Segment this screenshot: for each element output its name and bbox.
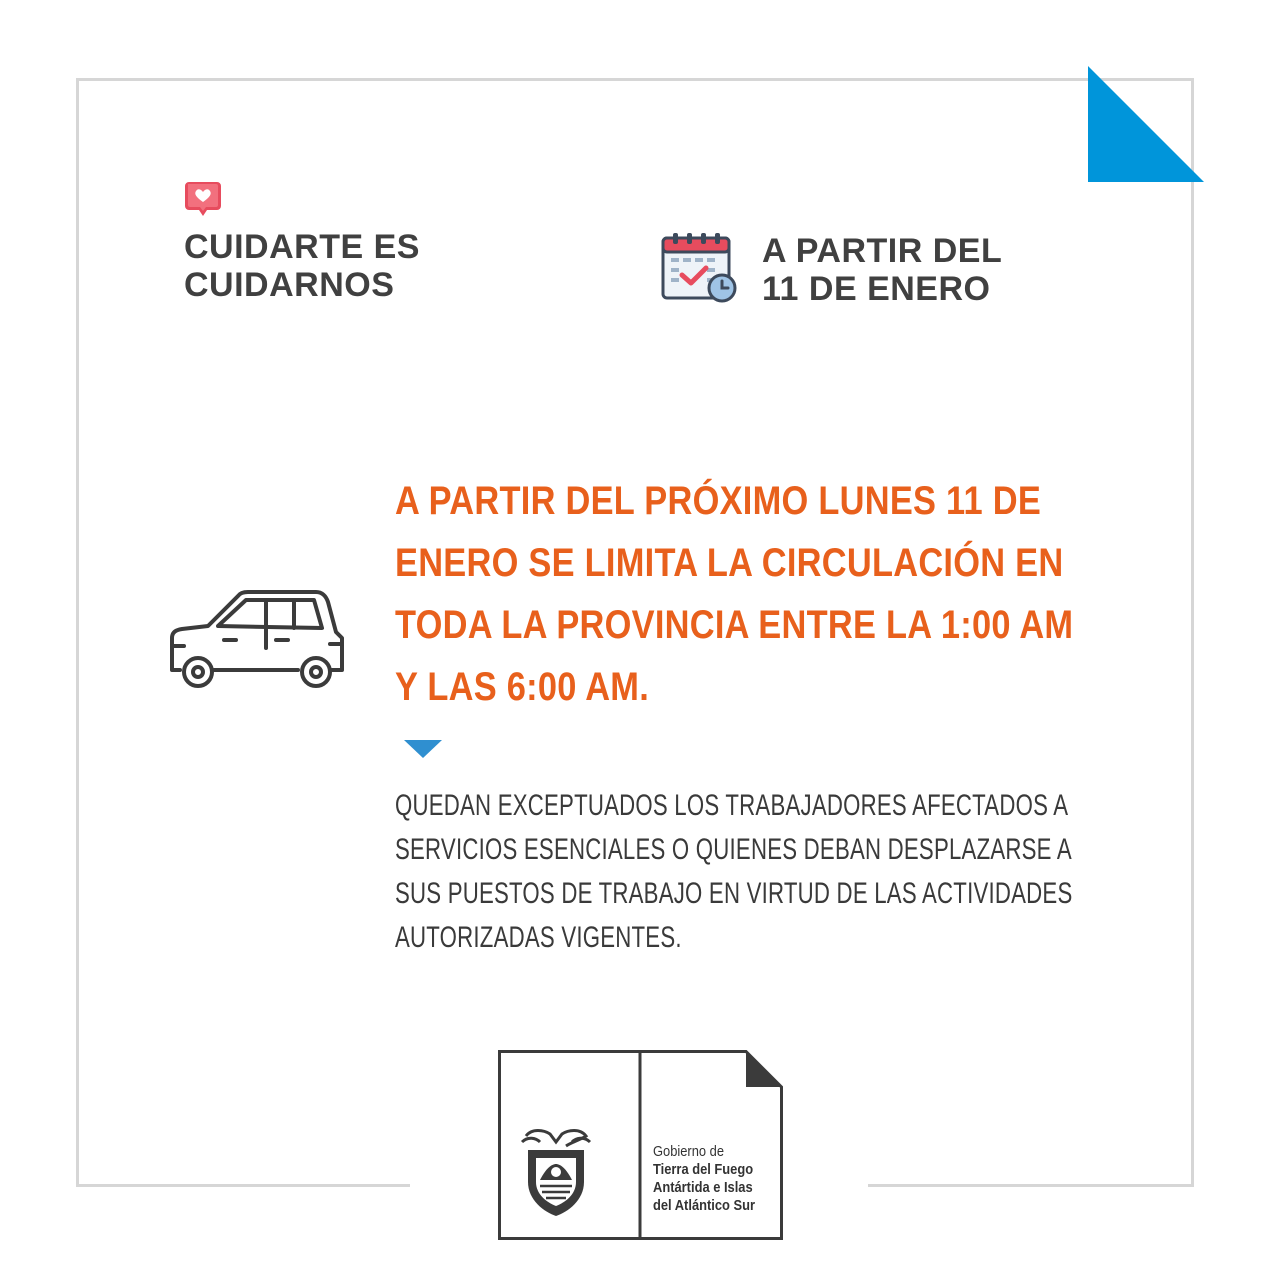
- frame-left-border: [76, 78, 79, 1187]
- frame-bottom-left-border: [76, 1184, 410, 1187]
- frame-top-border: [76, 78, 1194, 81]
- exception-paragraph: [395, 784, 1073, 960]
- slogan-line-2: CUIDARNOS: [184, 266, 395, 304]
- headline-line-2: ENERO SE LIMITA LA CIRCULACIÓN EN: [395, 541, 1064, 585]
- slogan: [184, 228, 420, 304]
- headline: [395, 470, 1074, 718]
- government-line-3: Antártida e Islas: [653, 1179, 753, 1196]
- frame-right-border: [1191, 78, 1194, 1187]
- exception-line-3: SUS PUESTOS DE TRABAJO EN VIRTUD DE LAS ACTIVIDADES: [395, 877, 1073, 910]
- exception-line-1: QUEDAN EXCEPTUADOS LOS TRABAJADORES AFECTADOS A: [395, 789, 1069, 822]
- exception-line-2: SERVICIOS ESENCIALES O QUIENES DEBAN DESPLAZARSE A: [395, 833, 1072, 866]
- date-heading-line-1: A PARTIR DEL: [762, 232, 1003, 270]
- frame-bottom-right-border: [868, 1184, 1194, 1187]
- government-name: [653, 1143, 755, 1215]
- car-icon: [166, 588, 350, 690]
- government-line-4: del Atlántico Sur: [653, 1197, 756, 1214]
- headline-line-3: TODA LA PROVINCIA ENTRE LA 1:00 AM: [395, 603, 1074, 647]
- slogan-line-1: CUIDARTE ES: [184, 228, 420, 266]
- triangle-down-icon: [404, 740, 442, 758]
- date-heading: [762, 232, 1002, 308]
- headline-line-1: A PARTIR DEL PRÓXIMO LUNES 11 DE: [395, 479, 1042, 523]
- government-line-2: Tierra del Fuego: [653, 1161, 754, 1178]
- exception-line-4: AUTORIZADAS VIGENTES.: [395, 921, 682, 954]
- heart-chat-icon: [183, 180, 223, 220]
- government-line-1: Gobierno de: [653, 1143, 725, 1160]
- date-heading-line-2: 11 DE ENERO: [762, 270, 991, 308]
- calendar-check-icon: [660, 232, 740, 304]
- corner-triangle-icon: [1088, 66, 1204, 182]
- headline-line-4: Y LAS 6:00 AM.: [395, 665, 650, 709]
